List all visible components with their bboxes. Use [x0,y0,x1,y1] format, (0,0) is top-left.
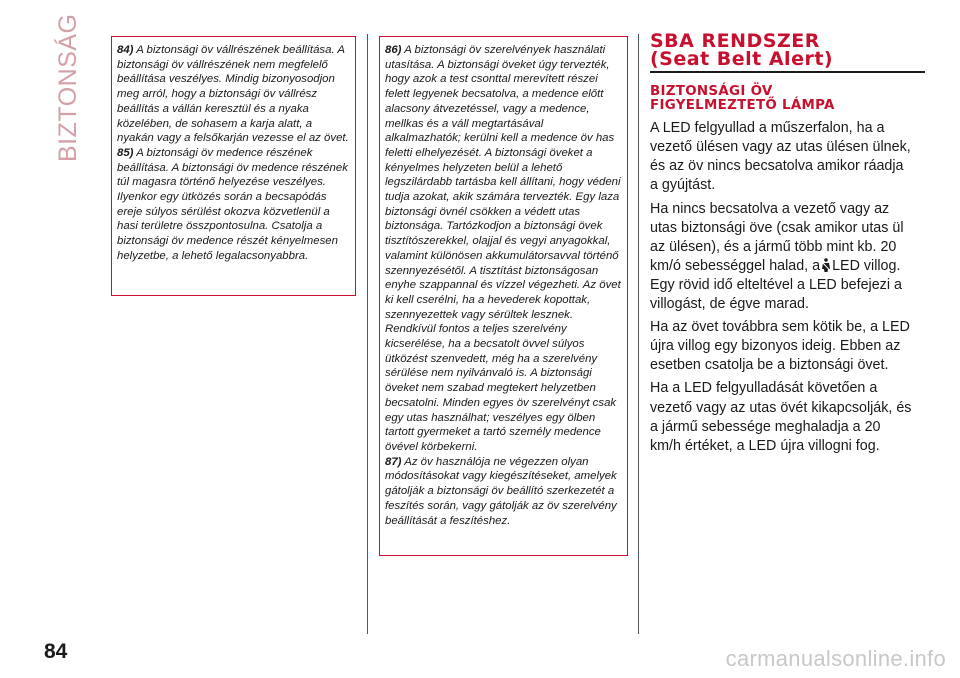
warning-note-87: 87) Az öv használója ne végezzen olyan módosításokat vagy kiegészítéseket, amelyek gátolják a biztonsági öv beállító szerkezetét a feszítés során, vagy gátolják az öv szerelvény beállítását a feszítéshez. [385,455,617,527]
column-divider-left [367,34,368,634]
seat-belt-icon [820,258,832,272]
section-subtitle: BIZTONSÁGI ÖV FIGYELMEZTETŐ LÁMPA [650,84,835,113]
warning-box-left [111,36,356,296]
page-number: 84 [44,640,68,663]
column-divider-right [638,34,639,634]
paragraph-1: A LED felgyullad a műszerfalon, ha a vezető ülésen vagy az utas ülésen ülnek, és az öv nincs becsatolva amikor ráadja a gyújtást. [650,120,911,194]
warning-note-84: 84) A biztonsági öv vállrészének beállítása. A biztonsági öv vállrészének nem megfelelő beállítása veszélyes. Mindig bizonyosodjon meg arról, hogy a biztonsági öv vállrész beállítás a vállán keresztül és a nyaka közelében, de sohasem a karja alatt, a nyakán vagy a felsőkarján vezesse el az övet. [117,44,349,145]
warning-note-86: 86) A biztonsági öv szerelvények használati utasítása. A biztonsági öveket úgy tervezték, hogy azok a test csonttal merevített részei felett legyenek becsatolva, a medence előtt alacsony átvezetéssel, vagy a medence, mellkas és a váll megtartásával alkalmazhatók; kerülni kell a medence öv has feletti elhelyezését. A biztonsági öveket a kényelmes helyzeten belül a lehető legszilárdabb tartásba kell állítani, hogy védeni tudja azokat, akik számára tervezték. Egy laza biztonsági övnél csökken a védett utas biztonsága. Tartózkodjon a biztonsági övek tisztítószerekkel, olajjal és vegyi anyagokkal, valamint különösen akkumulátorsavval történő szennyezésétől. A tisztítást biztonságosan enyhe szappannal és vízzel végezheti. Az övet ki kell cserélni, ha a hevederek kopottak, szennyezettek vagy sérültek lesznek. Rendkívül fontos a teljes szerelvény kicserélése, ha a becsatolt övvel súlyos ütközést szenvedett, még ha a szerelvény sérülése nem nyilvánvaló is. A biztonsági öveket nem szabad megtekert helyzetben becsatolni. Minden egyes öv szerelvényt csak egy utas használhat; veszélyes egy ölben tartott gyermeket a tartó személy medence övével körbekerni. [385,44,621,453]
title-underline [650,71,925,73]
paragraph-4: Ha a LED felgyulladását követően a vezető vagy az utas övét kikapcsolják, és a jármű sebessége meghaladja a 20 km/h értéket, a LED újra villogni fog. [650,380,912,454]
sba-section [650,32,912,460]
section-title: SBA RENDSZER (Seat Belt Alert) [650,30,834,70]
watermark: carmanualsonline.info [725,646,946,671]
warning-note-85: 85) A biztonsági öv medence részének beállítása. A biztonsági öv medence részének túl magasra történő helyezése veszélyes. Ilyenkor egy ütközés során a becsapódás ereje súlyos sérülést okozva közvetlenül a hasi területre összpontosulna. Csatolja a biztonsági öv medence részét kényelmesen helyzetbe, a lehető legalacsonyabbra. [117,146,348,262]
paragraph-3: Ha az övet továbbra sem kötik be, a LED újra villog egy bizonyos ideig. Ebben az esetben csatolja be a biztonsági övet. [650,319,910,374]
paragraph-2: Ha nincs becsatolva a vezető vagy az utas biztonsági öve (csak amikor utas ül az ülésen), és a jármű több mint kb. 20 km/ó sebességgel halad, a LED villog. Egy rövid idő elteltével a LED befejezi a villogást, de égve marad. [650,200,904,313]
warning-box-middle [379,36,628,556]
section-side-label: BIZTONSÁG [54,13,82,162]
